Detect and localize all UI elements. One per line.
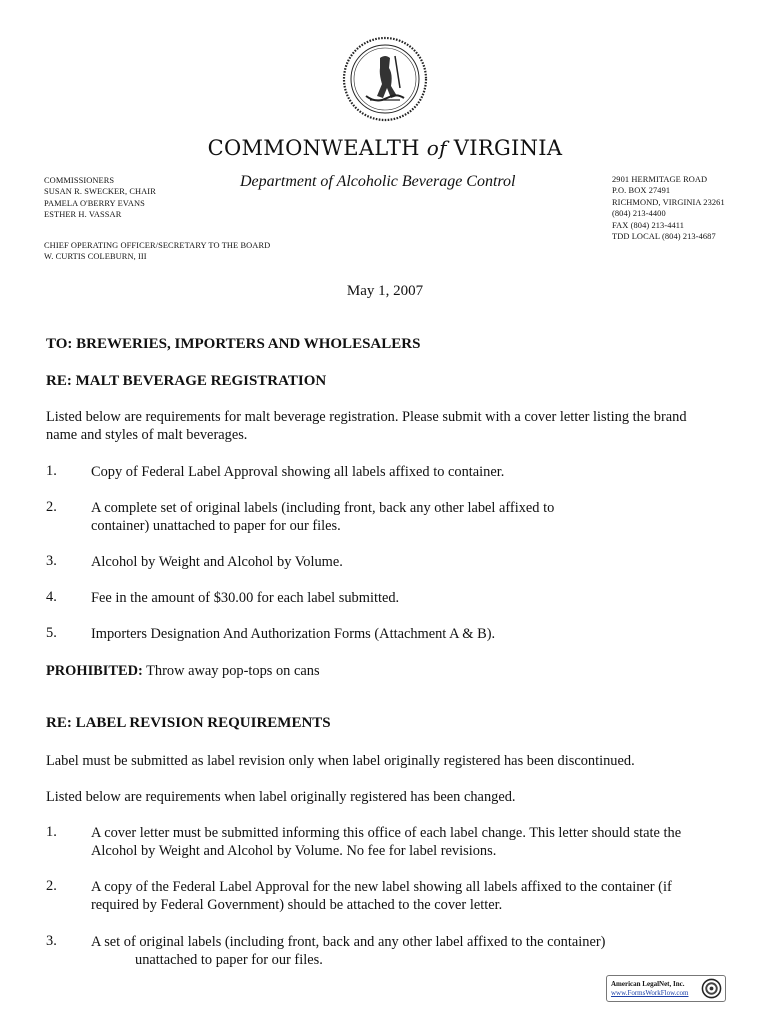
to-line: TO: BREWERIES, IMPORTERS AND WHOLESALERS	[46, 336, 421, 352]
item-text: Fee in the amount of $30.00 for each label submitted.	[91, 590, 400, 606]
list-item	[91, 553, 731, 571]
item-number: 5.	[46, 625, 57, 641]
footer-company: American LegalNet, Inc.	[611, 980, 685, 988]
item-text: unattached to paper for our files.	[135, 952, 323, 968]
letterhead-title	[0, 136, 770, 160]
list-item	[91, 878, 731, 914]
item-text: A cover letter must be submitted informing this office of each label change. This letter should state the	[91, 825, 682, 841]
title-of: of	[426, 136, 447, 160]
list-item	[91, 589, 731, 607]
item-text: A copy of the Federal Label Approval for the new label showing all labels affixed to the container (if	[91, 879, 672, 895]
list-item	[91, 824, 731, 860]
item-text: required by Federal Government) should be attached to the cover letter.	[91, 897, 503, 913]
item-number: 3.	[46, 553, 57, 569]
item-number: 1.	[46, 463, 57, 479]
coo-line: CHIEF OPERATING OFFICER/SECRETARY TO THE BOARD	[44, 241, 271, 250]
item-text: Alcohol by Weight and Alcohol by Volume. No fee for label revisions.	[91, 843, 497, 859]
item-text: Alcohol by Weight and Alcohol by Volume.	[91, 554, 343, 570]
item-text: A complete set of original labels (including front, back any other label affixed to	[91, 500, 555, 516]
prohibited-label: PROHIBITED:	[46, 663, 143, 679]
footer-link[interactable]: www.FormsWorkFlow.com	[611, 989, 689, 997]
commissioners-line: PAMELA O'BERRY EVANS	[44, 198, 145, 208]
list-item	[91, 933, 731, 969]
item-text: Importers Designation And Authorization Forms (Attachment A & B).	[91, 626, 496, 642]
coo-line: W. CURTIS COLEBURN, III	[44, 252, 147, 262]
section2-para2: Listed below are requirements when label originally registered has been changed.	[46, 789, 516, 805]
address-block	[612, 174, 725, 242]
title-virginia: VIRGINIA	[453, 136, 563, 160]
commissioners-line: COMMISSIONERS	[44, 176, 115, 185]
section1-heading: RE: MALT BEVERAGE REGISTRATION	[46, 373, 327, 389]
prohibited-text: Throw away pop-tops on cans	[142, 663, 320, 679]
section2-heading: RE: LABEL REVISION REQUIREMENTS	[46, 715, 331, 731]
item-text: Copy of Federal Label Approval showing all labels affixed to container.	[91, 464, 505, 480]
intro-line: Listed below are requirements for malt beverage registration. Please submit with a cover letter listing the brand	[46, 409, 687, 425]
list-item	[91, 463, 731, 481]
address-line: TDD LOCAL (804) 213-4687	[612, 232, 716, 242]
address-line: (804) 213-4400	[612, 209, 666, 219]
item-number: 2.	[46, 878, 57, 894]
department-name: Department of Alcoholic Beverage Control	[240, 173, 516, 190]
item-number: 4.	[46, 589, 57, 605]
footer-badge[interactable]	[606, 975, 726, 1002]
virginia-seal-logo	[342, 36, 428, 122]
globe-logo-icon	[701, 978, 722, 999]
address-line: P.O. BOX 27491	[612, 186, 671, 196]
item-text: container) unattached to paper for our files.	[91, 518, 341, 534]
title-commonwealth: COMMONWEALTH	[207, 136, 420, 160]
item-number: 3.	[46, 933, 57, 949]
prohibited-note	[46, 662, 736, 680]
commissioners-line: SUSAN R. SWECKER, CHAIR	[44, 187, 156, 197]
item-number: 1.	[46, 824, 57, 840]
section2-para1: Label must be submitted as label revision only when label originally registered has been discontinued.	[46, 753, 635, 769]
address-line: FAX (804) 213-4411	[612, 220, 685, 230]
section1-intro	[46, 408, 736, 444]
commissioners-block	[44, 175, 156, 221]
item-text: A set of original labels (including front, back and any other label affixed to the container)	[91, 934, 606, 950]
coo-block	[44, 240, 270, 263]
intro-line: name and styles of malt beverages.	[46, 427, 248, 443]
list-item	[91, 499, 731, 535]
address-line: RICHMOND, VIRGINIA 23261	[612, 197, 725, 207]
item-number: 2.	[46, 499, 57, 515]
list-item	[91, 625, 731, 643]
address-line: 2901 HERMITAGE ROAD	[612, 175, 708, 184]
commissioners-line: ESTHER H. VASSAR	[44, 210, 122, 220]
letter-date: May 1, 2007	[346, 283, 424, 299]
